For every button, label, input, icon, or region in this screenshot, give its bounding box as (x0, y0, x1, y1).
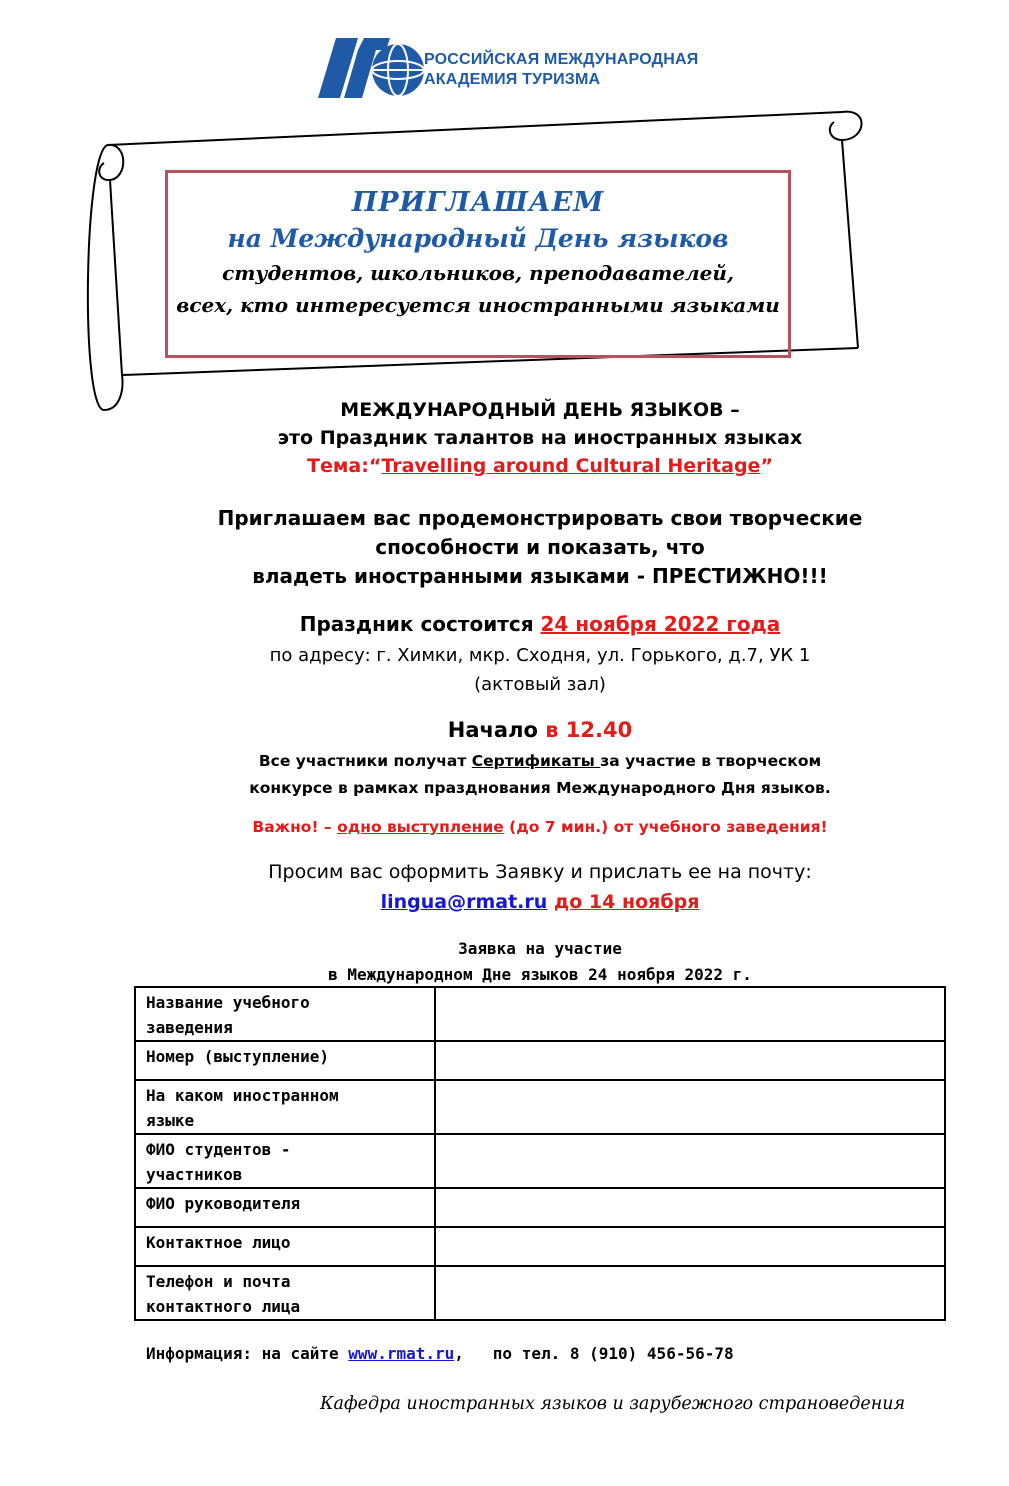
row-label (135, 987, 435, 1041)
row-label (135, 1041, 435, 1080)
important-underlined: одно выступление (337, 818, 504, 836)
row-label (135, 1188, 435, 1227)
info-suffix: , по тел. 8 (910) 456-56-78 (454, 1344, 734, 1363)
invite-audience-2: всех, кто интересуется иностранными языками (176, 293, 780, 317)
important-pre: Важно! – (252, 818, 338, 836)
row-label (135, 1080, 435, 1134)
invitation-box (165, 170, 791, 358)
footer-department: Кафедра иностранных языков и зарубежного страноведения (320, 1394, 906, 1414)
email-link[interactable]: lingua@rmat.ru (380, 891, 548, 913)
row-label-line-1: На каком иностранном (146, 1086, 339, 1105)
form-title-2: в Международном Дне языков 24 ноября 2022 г. (328, 965, 752, 984)
theme-title: Travelling around Cultural Heritage (381, 455, 761, 477)
certificates-word: Сертификаты (471, 752, 601, 770)
row-label-line-1: Номер (выступление) (146, 1047, 330, 1066)
start-prefix: Начало (447, 718, 546, 742)
invite-heading: ПРИГЛАШАЕМ (351, 187, 605, 218)
table-row (135, 1134, 945, 1188)
request-text: Просим вас оформить Заявку и прислать ее на почту: (268, 861, 812, 883)
event-prefix: Праздник состоится (299, 612, 541, 636)
hall-text: (актовый зал) (474, 674, 606, 695)
deadline: до 14 ноября (553, 891, 700, 913)
row-value-cell[interactable] (435, 1134, 945, 1188)
appeal-line-3: владеть иностранными языками - ПРЕСТИЖНО!!! (252, 564, 828, 588)
headline-subtitle: это Праздник талантов на иностранных языках (277, 427, 803, 449)
request-contacts (110, 888, 970, 916)
certificates-post: за участие в творческом (600, 752, 822, 770)
form-title-1: Заявка на участие (458, 939, 622, 958)
certificates-line-1 (110, 748, 970, 775)
row-label-line-2: языке (146, 1111, 195, 1130)
table-row (135, 1266, 945, 1320)
table-row (135, 1041, 945, 1080)
table-row (135, 1080, 945, 1134)
appeal-line-1: Приглашаем вас продемонстрировать свои творческие (217, 506, 863, 530)
row-value-cell[interactable] (435, 1188, 945, 1227)
row-label (135, 1266, 435, 1320)
table-row (135, 987, 945, 1041)
headline-theme (110, 452, 970, 480)
theme-prefix: Тема:“ (307, 455, 382, 477)
event-start (110, 716, 970, 744)
headline-title: МЕЖДУНАРОДНЫЙ ДЕНЬ ЯЗЫКОВ – (340, 399, 740, 421)
event-date: 24 ноября 2022 года (540, 612, 781, 636)
important-post: (до 7 мин.) от учебного заведения! (503, 818, 828, 836)
row-value-cell[interactable] (435, 1227, 945, 1266)
row-label-line-1: ФИО студентов - (146, 1140, 291, 1159)
headline (110, 396, 970, 480)
address-text: по адресу: г. Химки, мкр. Сходня, ул. Горького, д.7, УК 1 (269, 645, 811, 666)
info-prefix: Информация: на сайте (146, 1344, 349, 1363)
appeal (110, 504, 970, 591)
site-link[interactable]: www.rmat.ru (348, 1344, 455, 1363)
invite-audience: студентов, школьников, преподавателей, (222, 261, 734, 285)
table-row (135, 1227, 945, 1266)
row-label-line-1: Контактное лицо (146, 1233, 291, 1252)
row-label-line-2: контактного лица (146, 1297, 301, 1316)
row-value-cell[interactable] (435, 1080, 945, 1134)
certificates-note (110, 748, 970, 802)
row-label-line-2: заведения (146, 1018, 233, 1037)
certificates-pre: Все участники получат (258, 752, 472, 770)
theme-suffix: ” (760, 455, 773, 477)
row-label-line-1: Название учебного (146, 993, 310, 1012)
start-time: в 12.40 (545, 718, 633, 742)
invite-subheading: на Международный День языков (227, 224, 729, 253)
row-value-cell[interactable] (435, 1266, 945, 1320)
event-date-line (110, 610, 970, 638)
row-value-cell[interactable] (435, 987, 945, 1041)
logo-line-2: АКАДЕМИЯ ТУРИЗМА (424, 71, 601, 88)
appeal-line-2: способности и показать, что (375, 535, 705, 559)
row-label (135, 1134, 435, 1188)
table-row (135, 1188, 945, 1227)
logo-text (424, 50, 698, 90)
row-value-cell[interactable] (435, 1041, 945, 1080)
row-label-line-2: участников (146, 1165, 243, 1184)
row-label (135, 1227, 435, 1266)
important-note (110, 815, 970, 839)
certificates-line-2: конкурсе в рамках празднования Международного Дня языков. (249, 779, 831, 797)
row-label-line-1: ФИО руководителя (146, 1194, 301, 1213)
rmat-logo-icon (318, 38, 424, 98)
logo-line-1: РОССИЙСКАЯ МЕЖДУНАРОДНАЯ (424, 51, 699, 68)
application-form-table (134, 986, 946, 1321)
info-line (146, 1340, 734, 1368)
form-title (140, 936, 940, 988)
event-address (110, 641, 970, 699)
row-label-line-1: Телефон и почта (146, 1272, 291, 1291)
